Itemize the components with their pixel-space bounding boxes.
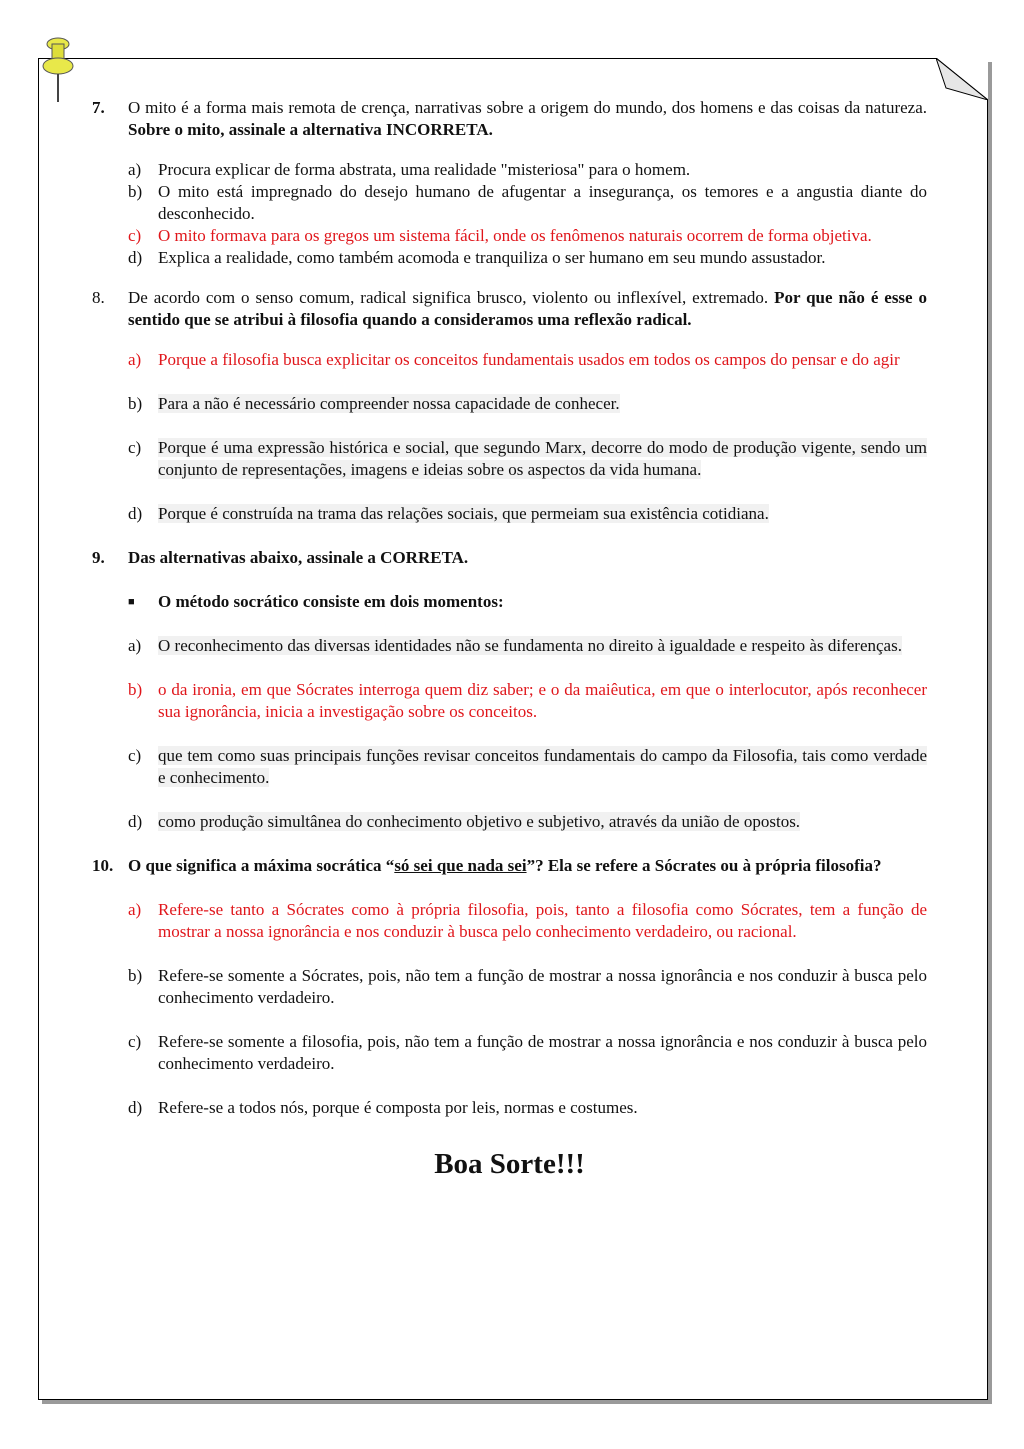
options-q10 xyxy=(128,899,927,1119)
option-b: b) Para a não é necessário compreender nossa capacidade de conhecer. xyxy=(128,394,620,413)
option-c: c) Refere-se somente a filosofia, pois, não tem a função de mostrar a nossa ignorância e nos conduzir à busca pelo conhecimento verdadeiro. xyxy=(128,1032,927,1073)
page-fold-icon xyxy=(936,58,988,100)
options-q7 xyxy=(128,159,927,269)
question-text: O que significa a máxima socrática “só sei que nada sei”? Ela se refere a Sócrates ou à própria filosofia? xyxy=(128,856,882,875)
option-d: d) Porque é construída na trama das relações sociais, que permeiam sua existência cotidiana. xyxy=(128,504,769,523)
question-number: 9. xyxy=(92,548,105,567)
closing-message: Boa Sorte!!! xyxy=(434,1148,585,1180)
option-a-correct: a) Refere-se tanto a Sócrates como à própria filosofia, pois, tanto a filosofia como Sócrates, tem a função de mostrar a nossa ignorância e nos conduzir à busca pelo conhecimento verdadeiro, ou racional. xyxy=(128,900,927,941)
question-text: O mito é a forma mais remota de crença, narrativas sobre a origem do mundo, dos homens e das coisas da natureza. Sobre o mito, assinale a alternativa INCORRETA. xyxy=(128,98,927,139)
question-7 xyxy=(92,97,927,141)
option-b: b) O mito está impregnado do desejo humano de afugentar a insegurança, os temores e a angustia diante do desconhecido. xyxy=(128,182,927,223)
question-number: 10. xyxy=(92,856,114,875)
exam-content xyxy=(92,97,927,1180)
question-text: De acordo com o senso comum, radical significa brusco, violento ou inflexível, extremado. Por que não é esse o sentido que se atribui à filosofia quando a consideramos uma reflexão radical. xyxy=(128,288,927,329)
bullet-text: O método socrático consiste em dois momentos: xyxy=(158,592,504,611)
option-a-correct: a) Porque a filosofia busca explicitar os conceitos fundamentais usados em todos os campos do pensar e do agir xyxy=(128,350,900,369)
square-bullet-icon: ■ xyxy=(128,596,135,608)
option-a: a) Procura explicar de forma abstrata, uma realidade "misteriosa" para o homem. xyxy=(128,160,691,179)
question-number: 7. xyxy=(92,98,105,117)
question-8 xyxy=(92,287,927,331)
options-q8 xyxy=(128,349,927,525)
question-text: Das alternativas abaixo, assinale a CORRETA. xyxy=(128,548,469,567)
option-b: b) Refere-se somente a Sócrates, pois, não tem a função de mostrar a nossa ignorância e nos conduzir à busca pelo conhecimento verdadeiro. xyxy=(128,966,927,1007)
option-b-correct: b) o da ironia, em que Sócrates interroga quem diz saber; e o da maiêutica, em que o interlocutor, após reconhecer sua ignorância, inicia a investigação sobre os conceitos. xyxy=(128,680,927,721)
question-number: 8. xyxy=(92,288,105,307)
options-q9 xyxy=(128,635,927,833)
option-c: c) que tem como suas principais funções revisar conceitos fundamentais do campo da Filosofia, tais como verdade e conhecimento. xyxy=(128,746,927,787)
question-10 xyxy=(92,855,927,877)
bullet-item xyxy=(128,591,927,613)
option-d: d) Refere-se a todos nós, porque é composta por leis, normas e costumes. xyxy=(128,1098,638,1117)
option-d: d) como produção simultânea do conhecimento objetivo e subjetivo, através da união de opostos. xyxy=(128,812,801,831)
option-c-correct: c) O mito formava para os gregos um sistema fácil, onde os fenômenos naturais ocorrem de forma objetiva. xyxy=(128,226,872,245)
option-a: a) O reconhecimento das diversas identidades não se fundamenta no direito à igualdade e respeito às diferenças. xyxy=(128,636,902,655)
question-9 xyxy=(92,547,927,569)
option-d: d) Explica a realidade, como também acomoda e tranquiliza o ser humano em seu mundo assustador. xyxy=(128,248,826,267)
push-pin-icon xyxy=(38,36,78,106)
option-c: c) Porque é uma expressão histórica e social, que segundo Marx, decorre do modo de produção vigente, sendo um conjunto de representações, imagens e ideias sobre os aspectos da vida humana. xyxy=(128,438,927,479)
